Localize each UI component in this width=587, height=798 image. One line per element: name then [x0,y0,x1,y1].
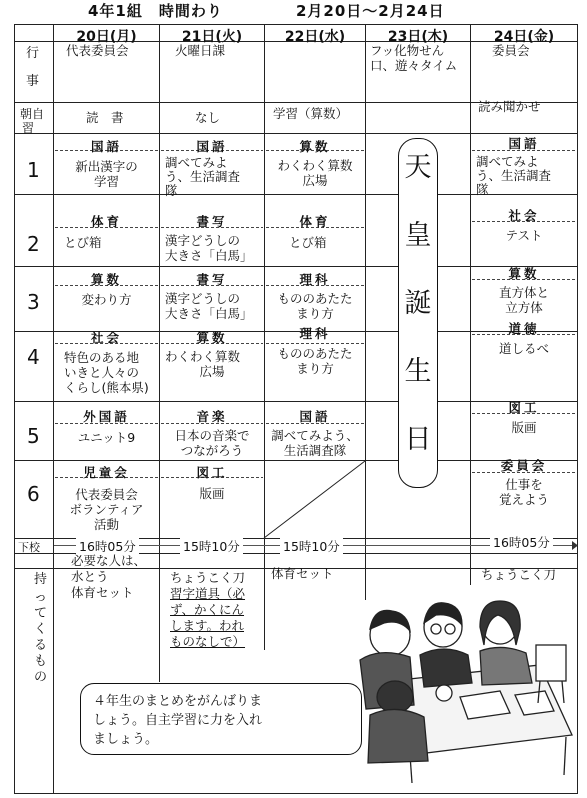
p2-wed-subject: 体育 [299,214,331,229]
p5-tue-subject: 音楽 [196,409,228,424]
event-thu-2: 口、遊々タイム [370,58,458,73]
p1-fri-detail-2: う、生活調査 [476,168,552,183]
p3-wed-detail-2: まり方 [296,306,334,321]
p2-fri-detail-1: テスト [505,228,543,243]
p2-wed-detail-1: とび箱 [289,235,327,250]
title-main: 4年1組 時間わり [88,2,223,20]
p2-tue-detail-1: 漢字どうしの [165,233,241,248]
holiday-char-5: 日 [404,424,432,455]
p1-mon-detail-1: 新出漢字の [75,159,138,174]
p5-tue-detail-2: つながろう [180,443,244,458]
p1-tue-detail-2: う、生活調査 [165,169,241,184]
p1-wed-subject: 算数 [299,139,331,154]
p6-fri-detail-1: 仕事を [505,477,543,492]
dismiss-wed: 15時10分 [280,537,343,555]
row-label-morning-2: 習 [22,121,35,135]
p2-mon-detail-1: とび箱 [64,235,102,250]
p6-mon-detail-1: 代表委員会 [75,487,138,502]
p6-mon-subject: 児童会 [83,465,130,480]
morning-tue: なし [195,110,221,125]
bring-wed-1: 体育セット [271,566,334,581]
p3-wed-detail-1: もののあたた [277,291,353,306]
holiday-char-3: 誕 [404,288,432,319]
holiday-char-4: 生 [404,356,432,387]
day-header-thu: 23日(木) [387,29,449,45]
p4-tue-detail-2: 広場 [199,364,225,379]
p4-mon-subject: 社会 [90,330,122,345]
row-label-bring-2: っ [34,590,48,605]
dismiss-tue: 15時10分 [180,537,243,555]
p5-mon-subject: 外国語 [83,409,130,424]
period-2: 2 [27,232,40,256]
event-fri: 委員会 [492,43,530,58]
p1-wed-detail-1: わくわく算数 [277,158,353,173]
p3-fri-detail-1: 直方体と [498,285,549,300]
event-tue: 火曜日課 [175,43,226,58]
p1-wed-detail-2: 広場 [302,173,328,188]
p1-mon-detail-2: 学習 [93,174,119,189]
p6-fri-subject: 委員会 [500,458,548,473]
p3-fri-subject: 算数 [508,266,540,281]
p1-tue-detail-3: 隊 [165,183,178,198]
p6-tue-subject: 図工 [196,465,228,480]
p5-wed-subject: 国語 [299,409,331,424]
bring-tue-1: ちょうこく刀 [170,570,246,585]
p3-mon-subject: 算数 [90,272,122,287]
p2-mon-subject: 体育 [90,214,122,229]
p4-fri-subject: 道徳 [508,321,540,336]
p4-tue-detail-1: わくわく算数 [165,349,241,364]
bring-tue-2: 習字道具（必 [170,586,246,601]
message-bubble [80,683,362,755]
p1-tue-detail-1: 調べてみよ [165,155,228,170]
p2-tue-detail-2: 大きさ「白馬」 [165,248,253,263]
p1-tue-subject: 国語 [196,139,228,154]
p4-wed-detail-1: もののあたた [277,346,353,361]
bring-fri-1: ちょうこく刀 [481,567,557,582]
row-label-bring-4: く [34,622,48,637]
dismiss-fri: 16時05分 [490,533,553,551]
message-line-1: ４年生のまとめをがんばりま [93,694,263,709]
p2-tue-subject: 書写 [196,214,228,229]
p3-fri-detail-2: 立方体 [505,300,543,315]
row-label-event-1: 行 [26,46,40,61]
p4-mon-detail-2: いきと人々の [64,365,140,380]
p5-fri-detail-1: 版画 [511,420,537,435]
row-label-morning-1: 朝自 [20,107,45,121]
p6-mon-detail-3: 活動 [93,517,119,532]
day-header-mon: 20日(月) [76,29,137,45]
period-4: 4 [27,345,40,369]
p5-mon-detail-1: ユニット9 [77,430,136,445]
p4-wed-detail-2: まり方 [296,361,334,376]
students-studying-illustration [340,585,576,785]
p4-wed-subject: 理科 [299,326,331,341]
row-label-bring-1: 持 [34,572,48,587]
p1-mon-subject: 国語 [90,139,122,154]
p3-tue-detail-1: 漢字どうしの [165,291,241,306]
row-label-bring-6: も [34,654,48,669]
period-3: 3 [27,290,40,314]
period-1: 1 [27,158,40,182]
bring-mon-3: 体育セット [71,585,134,600]
dismiss-mon: 16時05分 [76,537,139,555]
morning-fri: 読み聞かせ [478,99,541,114]
p2-fri-subject: 社会 [508,208,540,223]
row-label-bring-5: る [34,638,48,653]
morning-wed: 学習（算数） [273,106,349,121]
p3-wed-subject: 理科 [299,272,331,287]
message-line-2: しょう。自主学習に力を入れ [93,713,263,728]
row-label-bring-7: の [34,670,48,685]
p5-fri-subject: 図工 [508,400,540,415]
p6-tue-detail-1: 版画 [199,486,225,501]
event-thu-1: フッ化物せん [370,43,445,58]
p3-mon-detail-1: 変わり方 [81,292,132,307]
p3-tue-detail-2: 大きさ「白馬」 [165,306,253,321]
holiday-banner [398,138,438,488]
event-mon: 代表委員会 [66,43,129,58]
p6-mon-detail-2: ボランティア [69,502,144,517]
holiday-char-1: 天 [404,152,432,183]
p6-fri-detail-2: 覚えよう [498,492,549,507]
p5-wed-detail-1: 調べてみよう、 [271,428,359,443]
bring-mon-1: 必要な人は、 [71,553,147,568]
bring-tue-3: ず、かくにん [170,602,245,617]
bring-tue-4: します。われ [170,618,245,633]
day-header-wed: 22日(水) [284,29,346,45]
period-5: 5 [27,424,40,448]
p5-tue-detail-1: 日本の音楽で [174,428,250,443]
p1-fri-subject: 国語 [508,136,540,151]
bring-mon-2: 水とう [71,569,109,584]
bring-tue-5: ものなしで） [170,634,246,649]
holiday-char-2: 皇 [404,220,432,251]
day-header-fri: 24日(金) [493,29,555,45]
title-date-range: 2月20日〜2月24日 [296,2,445,20]
p3-tue-subject: 書写 [196,272,228,287]
morning-mon: 読 書 [86,110,124,125]
p5-wed-detail-2: 生活調査隊 [283,443,347,458]
p1-fri-detail-3: 隊 [476,182,489,197]
day-header-tue: 21日(火) [181,29,243,45]
row-label-event-2: 事 [26,74,40,89]
p1-fri-detail-1: 調べてみよ [476,154,539,169]
period-6: 6 [27,482,40,506]
row-label-dismiss: 下校 [18,541,40,554]
p4-tue-subject: 算数 [196,330,228,345]
row-label-bring-3: て [34,606,48,621]
p4-mon-detail-1: 特色のある地 [64,350,140,365]
message-line-3: ましょう。 [93,732,159,747]
p4-fri-detail-1: 道しるべ [498,341,549,356]
p4-mon-detail-3: くらし(熊本県) [64,380,149,395]
